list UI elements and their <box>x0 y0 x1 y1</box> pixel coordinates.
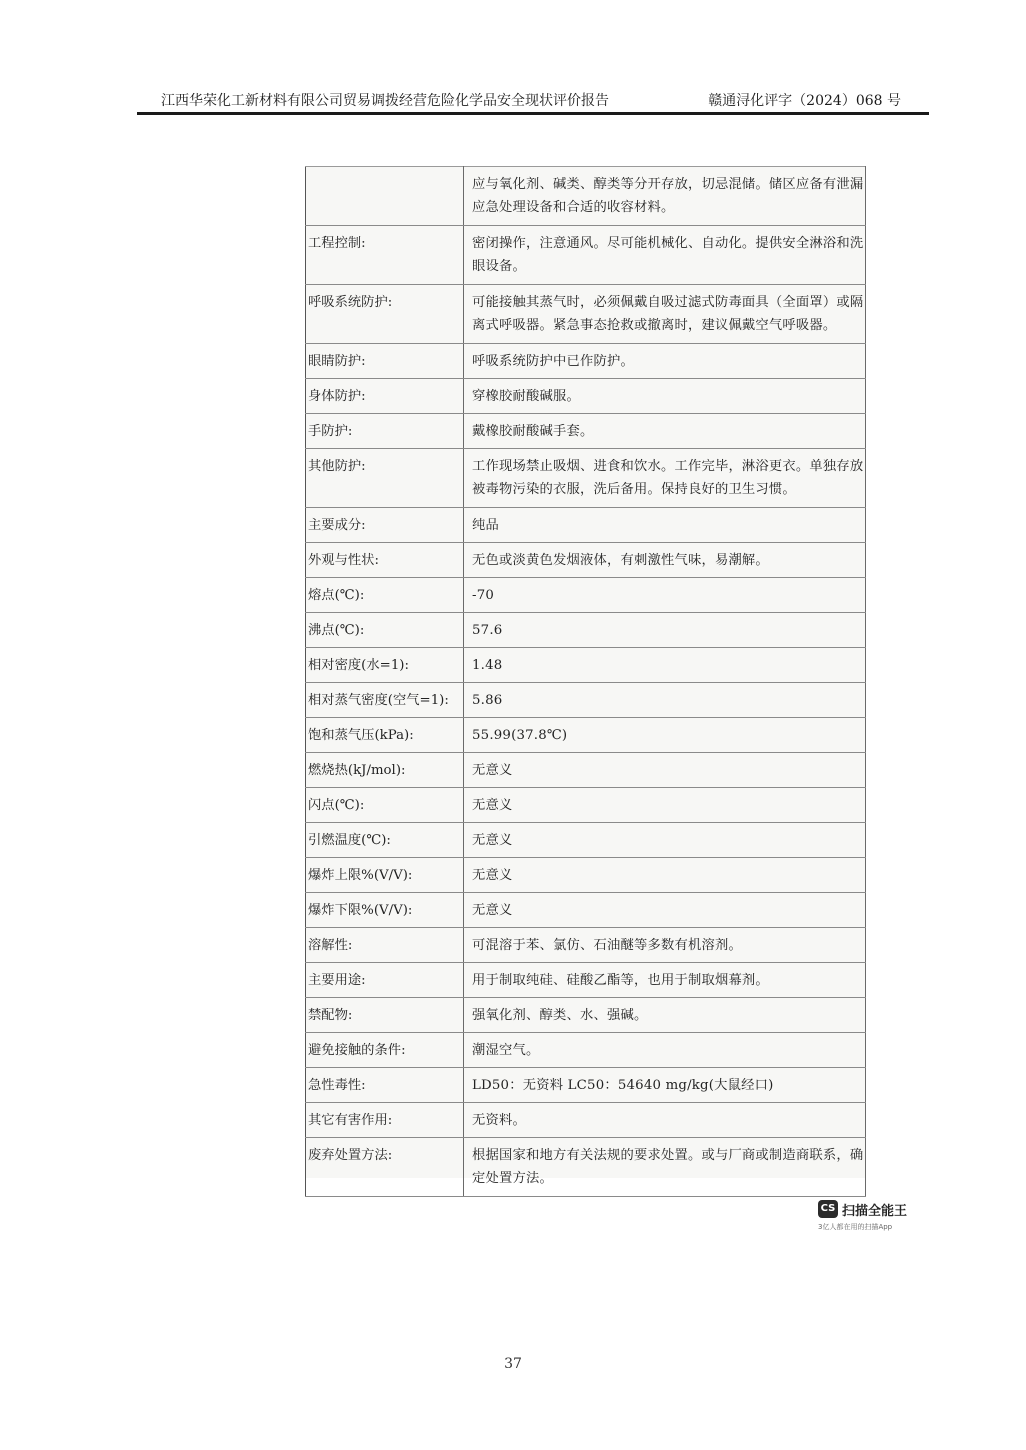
row-label: 其它有害作用: <box>306 1103 464 1138</box>
table-row <box>306 613 866 648</box>
row-label: 溶解性: <box>306 928 464 963</box>
table-row <box>306 449 866 508</box>
row-value: 无意义 <box>464 753 866 788</box>
row-value: -70 <box>464 578 866 613</box>
scanner-brand: 扫描全能王 <box>842 1204 908 1219</box>
row-label: 禁配物: <box>306 998 464 1033</box>
row-value: 57.6 <box>464 613 866 648</box>
row-value: 穿橡胶耐酸碱服。 <box>464 379 866 414</box>
row-value: 强氧化剂、醇类、水、强碱。 <box>464 998 866 1033</box>
table-row <box>306 998 866 1033</box>
row-label: 熔点(℃): <box>306 578 464 613</box>
row-value: 可能接触其蒸气时，必须佩戴自吸过滤式防毒面具（全面罩）或隔离式呼吸器。紧急事态抢救或撤离时，建议佩戴空气呼吸器。 <box>464 285 866 344</box>
row-label: 沸点(℃): <box>306 613 464 648</box>
table-row <box>306 893 866 928</box>
table-row <box>306 683 866 718</box>
row-label: 相对密度(水=1): <box>306 648 464 683</box>
row-value: 呼吸系统防护中已作防护。 <box>464 344 866 379</box>
row-value: 无色或淡黄色发烟液体，有刺激性气味，易潮解。 <box>464 543 866 578</box>
scanner-watermark <box>818 1200 938 1236</box>
row-label: 相对蒸气密度(空气=1): <box>306 683 464 718</box>
row-value: 5.86 <box>464 683 866 718</box>
table-row <box>306 285 866 344</box>
row-label: 主要成分: <box>306 508 464 543</box>
row-value: 应与氧化剂、碱类、醇类等分开存放，切忌混储。储区应备有泄漏应急处理设备和合适的收容材料。 <box>464 167 866 226</box>
row-value: 无意义 <box>464 858 866 893</box>
row-label: 工程控制: <box>306 226 464 285</box>
table-row <box>306 1068 866 1103</box>
row-value: 无资料。 <box>464 1103 866 1138</box>
row-value: 根据国家和地方有关法规的要求处置。或与厂商或制造商联系，确定处置方法。 <box>464 1138 866 1197</box>
row-value: 55.99(37.8℃) <box>464 718 866 753</box>
row-label: 避免接触的条件: <box>306 1033 464 1068</box>
row-label: 急性毒性: <box>306 1068 464 1103</box>
row-label: 身体防护: <box>306 379 464 414</box>
row-label: 爆炸上限%(V/V): <box>306 858 464 893</box>
row-value: 可混溶于苯、氯仿、石油醚等多数有机溶剂。 <box>464 928 866 963</box>
row-label: 主要用途: <box>306 963 464 998</box>
page-number: 37 <box>504 1356 522 1372</box>
row-label: 其他防护: <box>306 449 464 508</box>
row-label: 呼吸系统防护: <box>306 285 464 344</box>
camscanner-icon: CS <box>818 1200 838 1218</box>
report-code: 赣通浔化评字（2024）068 号 <box>708 93 901 109</box>
table-row <box>306 167 866 226</box>
table-row <box>306 578 866 613</box>
row-value: 无意义 <box>464 823 866 858</box>
table-row <box>306 226 866 285</box>
scanner-slogan: 3亿人都在用的扫描App <box>818 1223 893 1231</box>
table-row <box>306 1103 866 1138</box>
row-value: 潮湿空气。 <box>464 1033 866 1068</box>
table-row <box>306 823 866 858</box>
row-label: 外观与性状: <box>306 543 464 578</box>
table-row <box>306 788 866 823</box>
chemical-properties-table <box>305 166 866 1197</box>
header-rule <box>137 112 929 115</box>
row-value: 纯品 <box>464 508 866 543</box>
table-row <box>306 963 866 998</box>
row-label: 引燃温度(℃): <box>306 823 464 858</box>
row-label: 爆炸下限%(V/V): <box>306 893 464 928</box>
report-title: 江西华荣化工新材料有限公司贸易调拨经营危险化学品安全现状评价报告 <box>161 93 609 109</box>
table-row <box>306 753 866 788</box>
row-label: 闪点(℃): <box>306 788 464 823</box>
row-label: 眼睛防护: <box>306 344 464 379</box>
table-row <box>306 1138 866 1197</box>
row-value: 密闭操作，注意通风。尽可能机械化、自动化。提供安全淋浴和洗眼设备。 <box>464 226 866 285</box>
table-row <box>306 543 866 578</box>
row-label: 废弃处置方法: <box>306 1138 464 1197</box>
row-label: 手防护: <box>306 414 464 449</box>
row-label: 饱和蒸气压(kPa): <box>306 718 464 753</box>
table-row <box>306 858 866 893</box>
table-row <box>306 344 866 379</box>
row-value: 无意义 <box>464 788 866 823</box>
table-row <box>306 1033 866 1068</box>
page-header <box>137 90 929 114</box>
table-row <box>306 379 866 414</box>
row-label: 燃烧热(kJ/mol): <box>306 753 464 788</box>
row-value: 用于制取纯硅、硅酸乙酯等，也用于制取烟幕剂。 <box>464 963 866 998</box>
row-value: 工作现场禁止吸烟、进食和饮水。工作完毕，淋浴更衣。单独存放被毒物污染的衣服，洗后备用。保持良好的卫生习惯。 <box>464 449 866 508</box>
table-row <box>306 718 866 753</box>
row-label <box>306 167 464 226</box>
row-value: LD50：无资料 LC50：54640 mg/kg(大鼠经口) <box>464 1068 866 1103</box>
table-row <box>306 414 866 449</box>
table-row <box>306 508 866 543</box>
row-value: 戴橡胶耐酸碱手套。 <box>464 414 866 449</box>
table-row <box>306 648 866 683</box>
row-value: 1.48 <box>464 648 866 683</box>
row-value: 无意义 <box>464 893 866 928</box>
table-row <box>306 928 866 963</box>
